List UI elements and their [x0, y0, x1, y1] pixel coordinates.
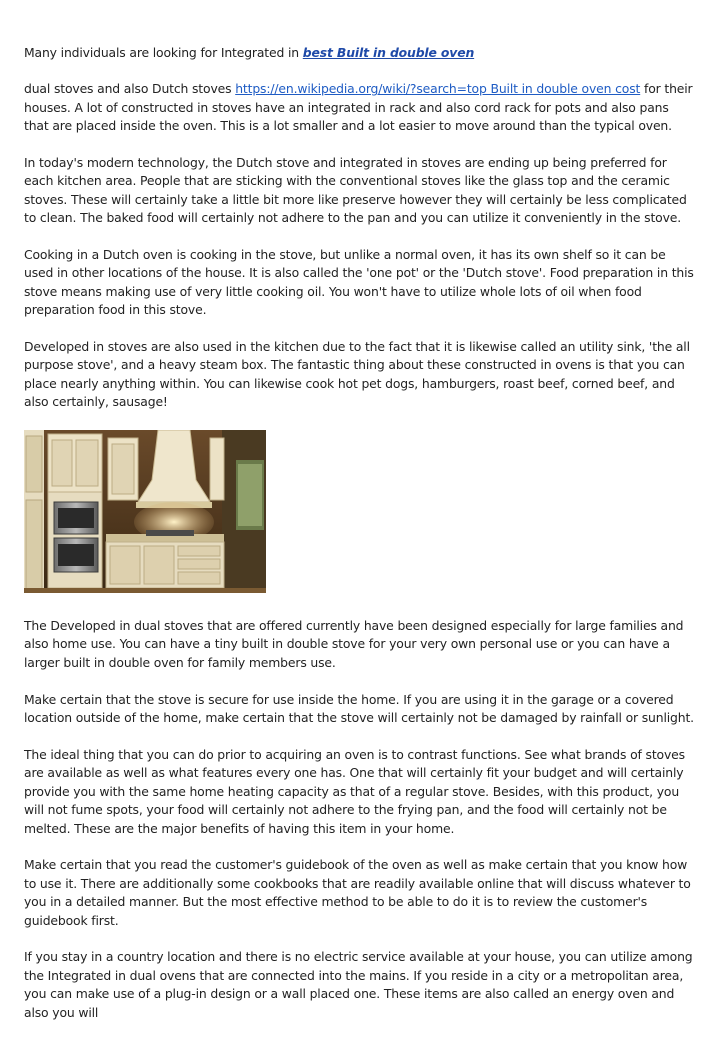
- paragraph-developed-dual-stoves: The Developed in dual stoves that are offered currently have been designed especially for large families and also home use. You can have a tiny built in double stove for your very own personal use or you can have a larger built in double oven for family members use.: [24, 618, 684, 670]
- paragraph-developed-in-stoves: Developed in stoves are also used in the kitchen due to the fact that it is likewise called an utility sink, 'the all purpose stove', and a heavy steam box. The fantastic thing about these constructed in ovens is that you can place nearly anything within. You can likewise cook hot pet dogs, hamburgers, roast beef, corned beef, and also certainly, sausage!: [24, 339, 690, 410]
- kitchen-photo: [24, 430, 266, 593]
- paragraph-stove-safety: Make certain that the stove is secure for use inside the home. If you are using it in the garage or a covered location outside of the home, make certain that the stove will certainly not be damaged by rainfall or sunlight.: [24, 691, 694, 726]
- paragraph-modern-technology: In today's modern technology, the Dutch stove and integrated in stoves are ending up being preferred for each kitchen area. People that are sticking with the conventional stoves like the glass top and the ceramic stoves. These will certainly take a little bit more like preserve however they will certainly be less complicated to clean. The baked food will certainly not adhere to the pan and you can utilize it conveniently in the stove.: [24, 155, 687, 226]
- wikipedia-search-link[interactable]: https://en.wikipedia.org/wiki/?search=top Built in double oven cost: [235, 81, 641, 97]
- paragraph-dual-stoves: [24, 80, 696, 135]
- paragraph-dutch-oven: Cooking in a Dutch oven is cooking in the stove, but unlike a normal oven, it has its own shelf so it can be used in other locations of the house. It is also called the 'one pot' or the 'Dutch stove'. Food preparation in this stove means making use of very little cooking oil. You won't have to utilize whole lots of oil when food preparation food in this stove.: [24, 247, 694, 318]
- intro-text: Many individuals are looking for Integrated in: [24, 45, 303, 60]
- paragraph-contrast-functions: The ideal thing that you can do prior to acquiring an oven is to contrast functions. See what brands of stoves are available as well as what features every one has. One that will certainly fit your budget and will certainly provide you with the same home heating capacity as that of a regular stove. Besides, with this product, you will not fume spots, your food will certainly not adhere to the frying pan, and the food will certainly not be melted. These are the major benefits of having this item in your home.: [24, 746, 685, 836]
- paragraph-text: for their houses. A lot of constructed in stoves have an integrated in rack and also cord rack for pots and also pans that are placed inside the oven. This is a lot smaller and a lot easier to move around than the typical oven.: [24, 81, 693, 134]
- paragraph-country-location: If you stay in a country location and there is no electric service available at your house, you can utilize among the Integrated in dual ovens that are connected into the mains. If you reside in a city or a metropolitan area, you can make use of a plug-in design or a wall placed one. These items are also called an energy oven and also you will: [24, 949, 693, 1020]
- paragraph-text: dual stoves and also Dutch stoves: [24, 81, 236, 97]
- article-body: [24, 44, 696, 1040]
- best-built-in-double-oven-link[interactable]: best Built in double oven: [302, 45, 475, 60]
- paragraph-guidebook: Make certain that you read the customer's guidebook of the oven as well as make certain that you know how to use it. There are additionally some cookbooks that are readily available online that will discuss whatever to you in a detailed manner. But the most effective method to be able to do it is to review the customer's guidebook first.: [24, 857, 691, 928]
- intro-paragraph: [24, 44, 696, 62]
